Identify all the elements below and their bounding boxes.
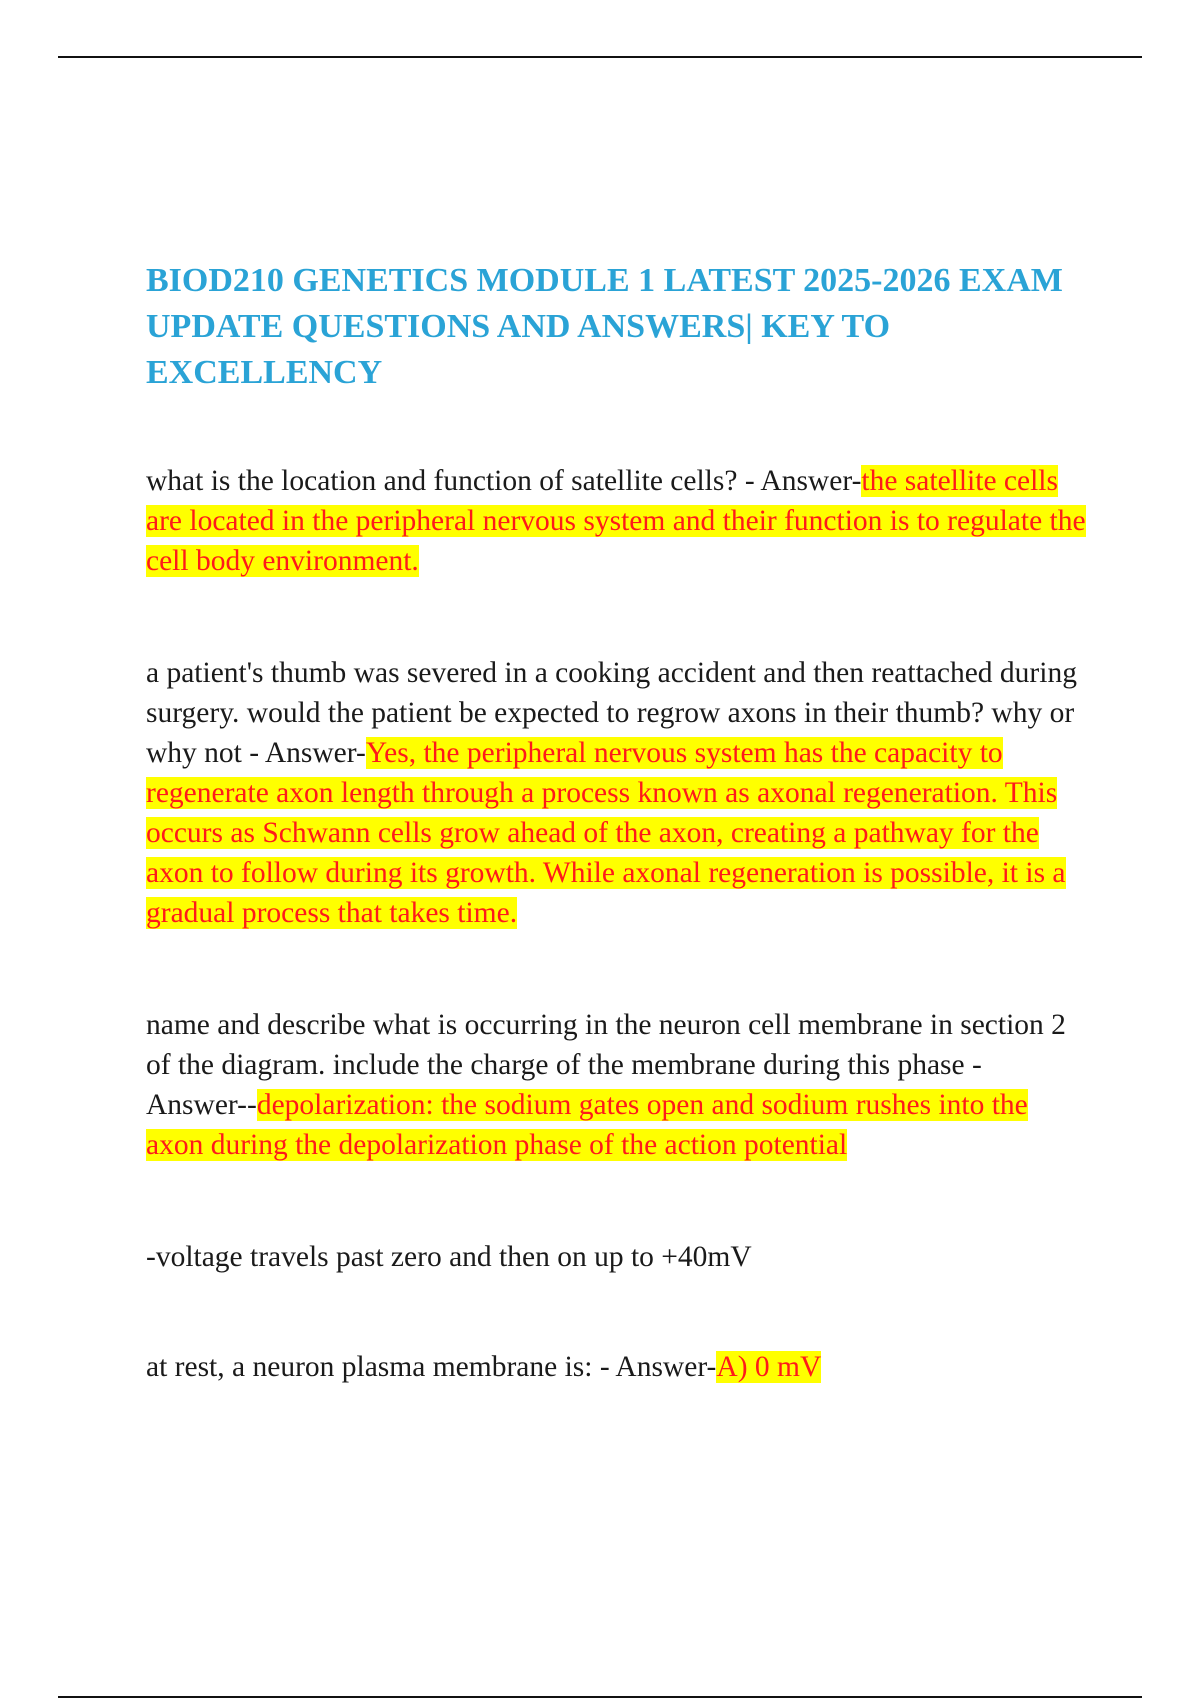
question-text: name and describe what is occurring in the neuron cell membrane in section 2 of the diagram. include the charge of the membrane during this phase - Answer-- <box>146 1009 1066 1121</box>
qa-item <box>146 653 1086 933</box>
question-text: what is the location and function of satellite cells? - Answer- <box>146 465 862 497</box>
qa-item <box>146 1347 1086 1387</box>
qa-item <box>146 1005 1086 1165</box>
answer-text: depolarization: the sodium gates open and sodium rushes into the axon during the depolarization phase of the action potential <box>146 1089 1028 1161</box>
answer-text: Yes, the peripheral nervous system has the capacity to regenerate axon length through a process known as axonal regeneration. This occurs as Schwann cells grow ahead of the axon, creating a pathway for the axon to follow during its growth. While axonal regeneration is possible, it is a gradual process that takes time. <box>146 737 1066 929</box>
note-text: -voltage travels past zero and then on up to +40mV <box>146 1241 752 1273</box>
qa-item <box>146 461 1086 581</box>
document-body <box>146 258 1086 1387</box>
question-text: at rest, a neuron plasma membrane is: - Answer- <box>146 1351 717 1383</box>
top-rule <box>58 56 1142 58</box>
bottom-rule <box>58 1696 1142 1698</box>
document-title: BIOD210 GENETICS MODULE 1 LATEST 2025-2026 EXAM UPDATE QUESTIONS AND ANSWERS| KEY TO EXCELLENCY <box>146 262 1063 391</box>
answer-text: the satellite cells are located in the peripheral nervous system and their function is to regulate the cell body environment. <box>146 465 1086 577</box>
answer-text: A) 0 mV <box>716 1351 822 1383</box>
question-text: a patient's thumb was severed in a cooking accident and then reattached during surgery. would the patient be expected to regrow axons in their thumb? why or why not - Answer- <box>146 657 1077 769</box>
